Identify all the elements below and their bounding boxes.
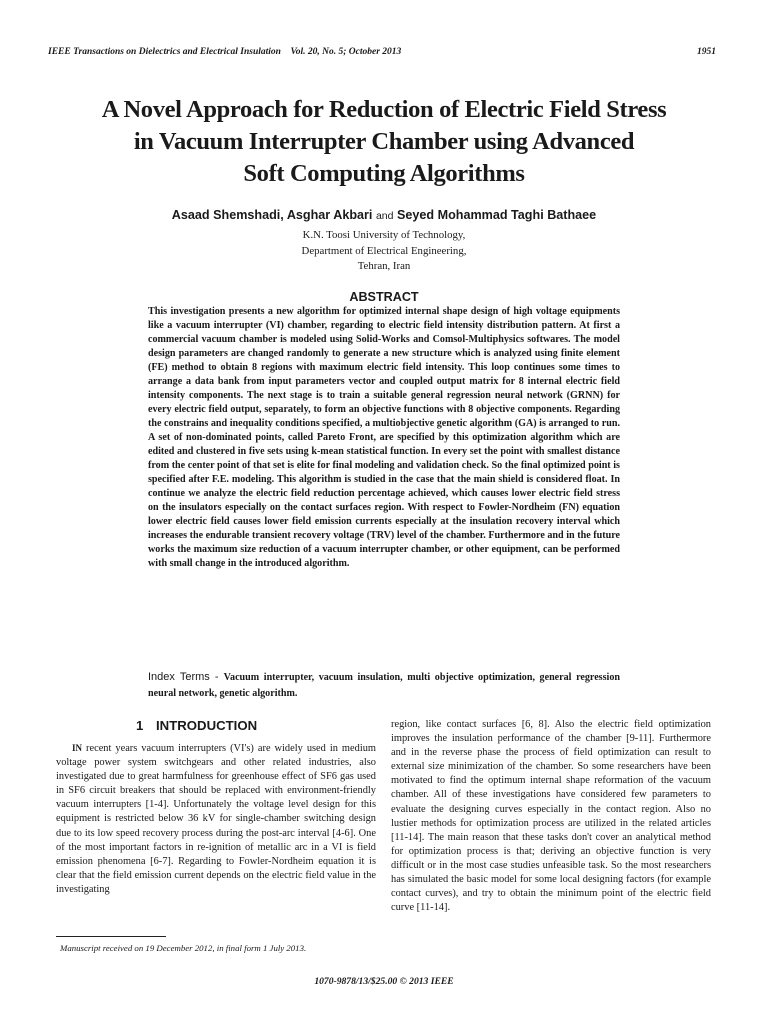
section-number: 1 bbox=[136, 718, 144, 733]
left-column bbox=[56, 718, 376, 897]
intro-paragraph-left bbox=[56, 741, 376, 897]
affiliation-line: Tehran, Iran bbox=[357, 260, 411, 272]
abstract-heading: ABSTRACT bbox=[349, 290, 419, 304]
author-names: Asaad Shemshadi, Asghar Akbari bbox=[171, 208, 373, 222]
affiliation bbox=[40, 228, 728, 275]
right-column bbox=[391, 718, 711, 915]
affiliation-line: K.N. Toosi University of Technology, bbox=[302, 229, 466, 241]
intro-text-right: region, like contact surfaces [6, 8]. Also the electric field optimization improves the insulation performance of the chamber [9-11]. Furthermore and in the reverse phase the process of field optimization can result to external size minimization of the chamber. So some researchers have been motivated to find the optimum internal shape reformation of the vacuum chamber. All of these investigations have considered few parameters to evaluate the designing curves especially in the contact region. Also no lustier methods for optimization process are utilized in the related articles [11-14]. The main reason that these tasks don't cover an analytical method for optimization process is that; deriving an objective function is very difficult or in the most case studies unfeasible task. So the most researchers has simulated the basic model for some local designing factors (for example contact curves), and try to obtain the minimum point of the electric field curve [11-14]. bbox=[391, 719, 711, 914]
journal-volume: Vol. 20, No. 5; October 2013 bbox=[290, 47, 402, 57]
page-number: 1951 bbox=[697, 47, 716, 57]
title-line: A Novel Approach for Reduction of Electric Field Stress bbox=[101, 96, 667, 123]
section-heading bbox=[56, 718, 376, 733]
index-terms-label: Index Terms - bbox=[148, 671, 224, 683]
author-list bbox=[40, 208, 728, 222]
footnote: Manuscript received on 19 December 2012, in final form 1 July 2013. bbox=[60, 943, 307, 953]
author-names: Seyed Mohammad Taghi Bathaee bbox=[396, 208, 597, 222]
author-conjunction: and bbox=[375, 210, 394, 222]
footnote-divider bbox=[56, 936, 166, 937]
intro-text-left: recent years vacuum interrupters (VI's) are widely used in medium voltage power system switchgears and other related industries, also investigated due to great harmfulness for greenhouse effect of SF6 gas used in SF6 circuit breakers that should be replaced with environment-friendly vacuum interrupters [1-4]. Unfortunately the voltage level design for this equipment is restricted below 36 kV for single-chamber switching design due to its low speed recovery process during the post-arc interval [4-6]. One of the most important factors in re-ignition of metallic arc in a VI is field emission phenomena [6-7]. Regarding to Fowler-Nordheim equation it is clear that the field emission current depends on the electric field value in the investigating bbox=[56, 743, 376, 895]
index-terms bbox=[148, 669, 620, 702]
title-line: Soft Computing Algorithms bbox=[243, 160, 525, 187]
index-terms-text: Vacuum interrupter, vacuum insulation, multi objective optimization, general regression neural network, genetic algorithm. bbox=[148, 672, 620, 699]
drop-word: IN bbox=[72, 743, 83, 753]
running-head bbox=[48, 47, 716, 57]
affiliation-line: Department of Electrical Engineering, bbox=[301, 244, 467, 257]
title-line: in Vacuum Interrupter Chamber using Advanced bbox=[133, 128, 635, 155]
copyright-line: 1070-9878/13/$25.00 © 2013 IEEE bbox=[314, 976, 454, 987]
journal-name: IEEE Transactions on Dielectrics and Electrical Insulation bbox=[48, 47, 281, 57]
abstract-text: This investigation presents a new algorithm for optimized internal shape design of high voltage equipments like a vacuum interrupter (VI) chamber, regarding to electric field intensity distribution pattern. At first a commercial vacuum chamber is modeled using Solid-Works and Comsol-Multiphysics softwares. The model design parameters are changed randomly to generate a new structure which is analyzed using finite element (FE) method to obtain 8 regions with maximum electric field intensity. This loop continues some times to arrange a data bank from input parameters vector and coupled output matrix for 8 internal electric field intensity components. The next stage is to train a suitable general regression neural network (GRNN) for every electric field output, separately, to form an objective functions with 8 objective components. Regarding the constrains and inequality conditions specified, a multiobjective genetic algorithm (GA) is arranged to run. A set of non-dominated points, called Pareto Front, are specified by this optimization algorithm which are edited and clustered in five sets using k-mean statistical function. In every set the point with smallest distance from the center point of that set is elite for final modeling and validation check. So the final optimized point is specified after F.E. modeling. This algorithm is studied in the case that the main shield is considered float. In continue we analyze the electric field reduction percentage achieved, which causes lower electric field stress on the insulators especially on the contact surfaces region. With respect to Fowler-Nordheim (FN) equation lower electric field causes lower field emission currents especially at the insulation recovery interval which increases the endurable transient recovery voltage (TRV) level of the chamber. Furthermore and in the future works the maximum size reduction of a vacuum interrupter chamber, or other equipment, can be performed with small change in the introduced algorithm. bbox=[148, 306, 620, 569]
paper-title bbox=[40, 94, 728, 190]
section-title: INTRODUCTION bbox=[156, 718, 258, 733]
